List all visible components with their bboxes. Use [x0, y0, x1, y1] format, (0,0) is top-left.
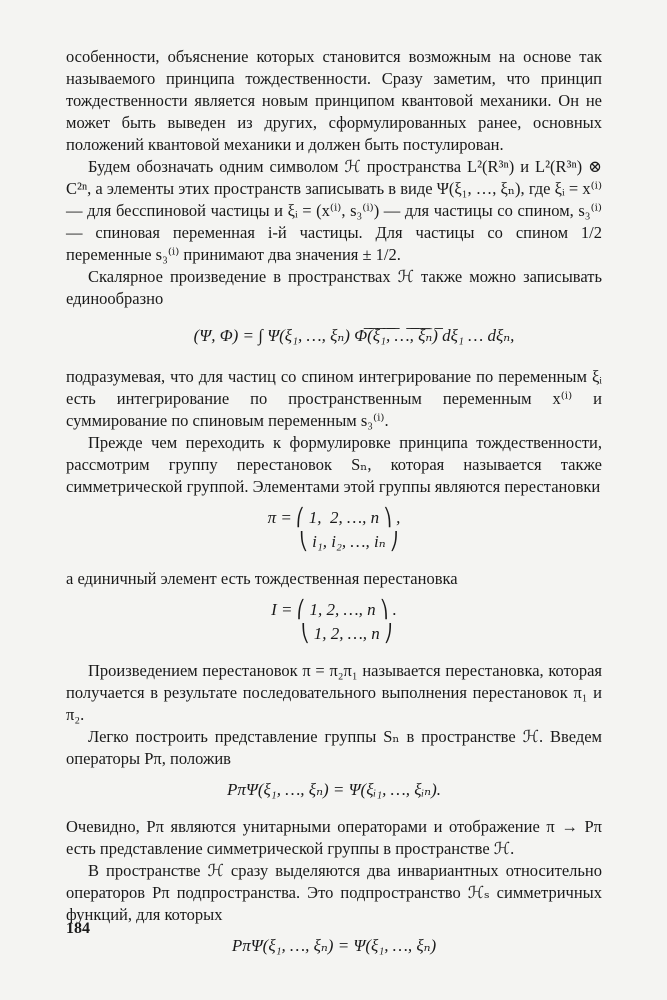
formula-scalar-product: (Ψ, Φ) = ∫ Ψ(ξ₁, …, ξₙ) Φ̅(̅ξ̅₁̅,̅ ̅…̅,̅ ̅ξ̅ₙ̅)̅ dξ₁ … dξₙ, — [193, 326, 515, 345]
page-body — [66, 46, 602, 972]
paragraph-representation: Легко построить представление группы Sₙ в пространстве ℋ. Введем операторы Pπ, положив — [66, 727, 602, 768]
paragraph-permutation-group: Прежде чем переходить к формулировке принципа тождественности, рассмотрим группу перестановок Sₙ, которая называется также симметрической группой. Элементами этой группы являются перестановки — [66, 433, 602, 496]
formula-permutation: π = ⎛ 1, 2, …, n ⎞ , ⎝ i₁, i₂, …, iₙ ⎠ — [267, 508, 401, 551]
page-number: 184 — [66, 920, 90, 937]
formula-symmetric-function: PπΨ(ξ₁, …, ξₙ) = Ψ(ξ₁, …, ξₙ) — [231, 936, 437, 955]
paragraph-identity-element: а единичный элемент есть тождественная перестановка — [66, 569, 458, 588]
paragraph-invariant-subspaces: В пространстве ℋ сразу выделяются два инвариантных относительно операторов Pπ подпространства. Это подпространство ℋₛ симметричных функций, для которых — [66, 861, 602, 924]
paragraph-identity-principle: особенности, объяснение которых становится возможным на основе так называемого принципа тождественности. Сразу заметим, что принцип тождественности является новым принципом квантовой механики. Он не может быть выведен из других, сформулированных ранее, основных положений квантовой механики и должен быть постулирован. — [66, 47, 602, 154]
paragraph-space-notation: Будем обозначать одним символом ℋ пространства L²(R³ⁿ) и L²(R³ⁿ) ⊗ C²ⁿ, а элементы этих пространств записывать в виде Ψ(ξ₁, …, ξₙ), где ξᵢ = x⁽ⁱ⁾ — для бесспиновой частицы и ξᵢ = (x⁽ⁱ⁾, s₃⁽ⁱ⁾) — для частицы со спином, s₃⁽ⁱ⁾ — спиновая переменная i-й частицы. Для частицы со спином 1/2 переменные s₃⁽ⁱ⁾ принимают два значения ± 1/2. — [66, 157, 602, 264]
paragraph-scalar-product: Скалярное произведение в пространствах ℋ также можно записывать единообразно — [66, 267, 602, 308]
paragraph-unitary-operators: Очевидно, Pπ являются унитарными операторами и отображение π → Pπ есть представление симметрической группы в пространстве ℋ. — [66, 817, 602, 858]
paragraph-permutation-product: Произведением перестановок π = π₂π₁ называется перестановка, которая получается в результате последовательного выполнения перестановок π₁ и π₂. — [66, 661, 602, 724]
formula-identity-permutation: I = ⎛ 1, 2, …, n ⎞ . ⎝ 1, 2, …, n ⎠ — [271, 600, 397, 643]
formula-operator-definition: PπΨ(ξ₁, …, ξₙ) = Ψ(ξᵢ₁, …, ξᵢₙ). — [226, 780, 441, 799]
paragraph-spin-integration: подразумевая, что для частиц со спином интегрирование по переменным ξᵢ есть интегрирование по пространственным переменным x⁽ⁱ⁾ и суммирование по спиновым переменным s₃⁽ⁱ⁾. — [66, 367, 602, 430]
